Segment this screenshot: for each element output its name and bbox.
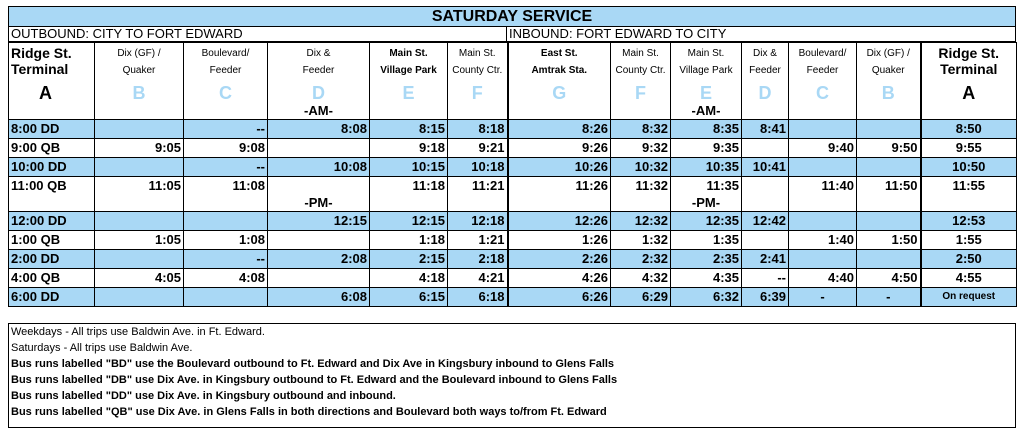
stop-time: 1:05 (95, 231, 184, 250)
header-line-1: East St. (540, 48, 578, 59)
stop-time: 11:21 (448, 177, 508, 196)
stop-time: 2:32 (611, 250, 671, 269)
empty-cell (370, 195, 448, 212)
stop-time: 10:50 (921, 158, 1017, 177)
trip-row (9, 177, 1017, 196)
stop-time (95, 120, 184, 139)
column-header (268, 43, 370, 84)
stop-time: 4:40 (789, 269, 857, 288)
column-header (671, 43, 742, 84)
header-line-2: Feeder (749, 65, 781, 76)
stop-time: 2:18 (448, 250, 508, 269)
stop-time (857, 212, 921, 231)
header-line-2: Village Park (380, 65, 437, 76)
stop-time (742, 231, 789, 250)
stop-time: 9:32 (611, 139, 671, 158)
period-label: -AM- (268, 103, 370, 120)
header-line-1: Boulevard/ (201, 48, 250, 59)
stop-time: 4:26 (508, 269, 611, 288)
header-line-2: Terminal (940, 61, 998, 77)
empty-cell (508, 103, 611, 120)
trip-row (9, 120, 1017, 139)
stop-time: 10:18 (448, 158, 508, 177)
stop-letter: D (742, 83, 789, 103)
stop-time: On request (921, 288, 1017, 307)
stop-time (95, 158, 184, 177)
stop-time: 9:26 (508, 139, 611, 158)
column-header (789, 43, 857, 84)
trip-row (9, 269, 1017, 288)
stop-time: 11:50 (857, 177, 921, 196)
stop-time: 11:08 (184, 177, 268, 196)
stop-time: 10:41 (742, 158, 789, 177)
empty-cell (184, 195, 268, 212)
stop-time: 11:32 (611, 177, 671, 196)
header-line-1: Main St. (687, 48, 725, 59)
trip-row (9, 212, 1017, 231)
header-line-2: Feeder (302, 65, 335, 76)
notes-box (8, 323, 1016, 428)
empty-cell (611, 103, 671, 120)
header-line-1: Main St. (458, 48, 496, 59)
empty-cell (611, 195, 671, 212)
stop-time: 2:41 (742, 250, 789, 269)
stop-time: 1:08 (184, 231, 268, 250)
stop-time: -- (184, 120, 268, 139)
empty-cell (742, 195, 789, 212)
stop-time (789, 120, 857, 139)
empty-cell (95, 195, 184, 212)
header-line-1: Boulevard/ (798, 48, 847, 59)
stop-time: -- (184, 250, 268, 269)
stop-time: 8:15 (370, 120, 448, 139)
period-label: -AM- (671, 103, 742, 120)
note-line: Saturdays - All trips use Baldwin Ave. (11, 342, 193, 354)
header-line-2: Feeder (806, 65, 839, 76)
header-line-2: Terminal (11, 61, 69, 77)
stop-time: - (857, 288, 921, 307)
note-line: Bus runs labelled "QB" use Dix Ave. in Glens Falls in both directions and Boulevard both ways to/from Ft. Edward (11, 406, 607, 418)
stop-letter-row (9, 83, 1017, 103)
stop-time: 10:26 (508, 158, 611, 177)
header-line-1: Main St. (622, 48, 659, 59)
inbound-label: INBOUND: FORT EDWARD TO CITY (509, 26, 727, 41)
stop-time: 10:15 (370, 158, 448, 177)
stop-time: 6:08 (268, 288, 370, 307)
stop-time: 4:50 (857, 269, 921, 288)
trip-start-time: 11:00 QB (9, 177, 95, 196)
stop-time (789, 250, 857, 269)
empty-cell (184, 103, 268, 120)
stop-letter: C (184, 83, 268, 103)
stop-time: 8:32 (611, 120, 671, 139)
header-line-1: Ridge St. (11, 45, 72, 61)
column-header (508, 43, 611, 84)
stop-letter: F (611, 83, 671, 103)
column-header (95, 43, 184, 84)
stop-time (268, 139, 370, 158)
header-line-2: Quaker (871, 65, 905, 76)
stop-time: 8:41 (742, 120, 789, 139)
trip-row (9, 250, 1017, 269)
stop-time: 1:55 (921, 231, 1017, 250)
stop-time: 11:26 (508, 177, 611, 196)
note-line: Bus runs labelled "BD" use the Boulevard outbound to Ft. Edward and Dix Ave in Kingsbury inbound to Glens Falls (11, 358, 615, 370)
empty-cell (857, 195, 921, 212)
stop-time: 6:29 (611, 288, 671, 307)
stop-time: 2:50 (921, 250, 1017, 269)
column-header (448, 43, 508, 84)
stop-time: 12:35 (671, 212, 742, 231)
header-line-2: Quaker (122, 65, 156, 76)
column-header (370, 43, 448, 84)
trip-start-time: 2:00 DD (9, 250, 95, 269)
header-line-2: Village Park (679, 65, 733, 76)
stop-time: -- (184, 158, 268, 177)
empty-cell (370, 103, 448, 120)
stop-time: 4:05 (95, 269, 184, 288)
stop-time: 8:35 (671, 120, 742, 139)
stop-time: 12:32 (611, 212, 671, 231)
empty-cell (448, 195, 508, 212)
empty-cell (95, 103, 184, 120)
stop-time (268, 231, 370, 250)
direction-divider (506, 27, 507, 41)
header-line-1: Dix & (753, 48, 777, 59)
header-line-2: Feeder (209, 65, 242, 76)
column-header (9, 43, 95, 84)
header-line-1: Dix (GF) / (117, 48, 161, 59)
stop-time: 12:15 (370, 212, 448, 231)
stop-time: 9:50 (857, 139, 921, 158)
header-line-1: Dix (GF) / (866, 48, 910, 59)
stop-time (789, 158, 857, 177)
stop-letter: E (370, 83, 448, 103)
column-header (184, 43, 268, 84)
empty-cell (789, 103, 857, 120)
stop-letter: G (508, 83, 611, 103)
stop-time (857, 250, 921, 269)
header-line-2: County Ctr. (615, 65, 666, 76)
stop-letter: F (448, 83, 508, 103)
stop-time: 4:18 (370, 269, 448, 288)
header-row (9, 43, 1017, 84)
stop-time: 6:18 (448, 288, 508, 307)
stop-letter: C (789, 83, 857, 103)
stop-time: 10:08 (268, 158, 370, 177)
stop-time: 1:50 (857, 231, 921, 250)
stop-time: 4:21 (448, 269, 508, 288)
direction-row (8, 27, 1016, 42)
stop-time: 6:26 (508, 288, 611, 307)
stop-time: 11:35 (671, 177, 742, 196)
stop-time: 12:15 (268, 212, 370, 231)
outbound-label: OUTBOUND: CITY TO FORT EDWARD (11, 26, 243, 41)
trip-row (9, 231, 1017, 250)
column-header (921, 43, 1017, 84)
note-line: Bus runs labelled "DB" use Dix Ave. in Kingsbury outbound to Ft. Edward and the Boulevard inbound to Glens Falls (11, 374, 618, 386)
stop-time: 2:35 (671, 250, 742, 269)
stop-time: 1:18 (370, 231, 448, 250)
empty-cell (508, 195, 611, 212)
stop-time (268, 269, 370, 288)
stop-time: 12:42 (742, 212, 789, 231)
stop-time: 11:40 (789, 177, 857, 196)
trip-row (9, 288, 1017, 307)
stop-time: 1:35 (671, 231, 742, 250)
stop-time (789, 212, 857, 231)
stop-time (95, 250, 184, 269)
stop-time: 2:26 (508, 250, 611, 269)
stop-time: 9:18 (370, 139, 448, 158)
header-line-2: County Ctr. (452, 65, 503, 76)
stop-time (857, 120, 921, 139)
stop-time: 8:26 (508, 120, 611, 139)
stop-time (95, 212, 184, 231)
stop-time: 4:32 (611, 269, 671, 288)
stop-time: -- (742, 269, 789, 288)
stop-time: 1:40 (789, 231, 857, 250)
schedule-title: SATURDAY SERVICE (8, 6, 1016, 27)
stop-time: 1:32 (611, 231, 671, 250)
stop-time: 8:18 (448, 120, 508, 139)
trip-start-time: 1:00 QB (9, 231, 95, 250)
note-line: Bus runs labelled "DD" use Dix Ave. in Kingsbury outbound and inbound. (11, 390, 396, 402)
trip-start-time: 9:00 QB (9, 139, 95, 158)
stop-letter: E (671, 83, 742, 103)
stop-time: 8:50 (921, 120, 1017, 139)
stop-time: 4:08 (184, 269, 268, 288)
stop-time: 1:26 (508, 231, 611, 250)
stop-time: 9:08 (184, 139, 268, 158)
stop-time: 12:53 (921, 212, 1017, 231)
trip-start-time: 10:00 DD (9, 158, 95, 177)
empty-cell (921, 103, 1017, 120)
trip-start-time: 6:00 DD (9, 288, 95, 307)
stop-time: 2:08 (268, 250, 370, 269)
column-header (742, 43, 789, 84)
period-label: -PM- (671, 195, 742, 212)
stop-letter: A (921, 83, 1017, 103)
schedule (8, 6, 1016, 307)
stop-time: 9:05 (95, 139, 184, 158)
trip-row (9, 158, 1017, 177)
trip-start-time: 12:00 DD (9, 212, 95, 231)
stop-time: 9:35 (671, 139, 742, 158)
stop-time: 9:55 (921, 139, 1017, 158)
stop-time: 10:35 (671, 158, 742, 177)
trip-row (9, 139, 1017, 158)
stop-time (742, 139, 789, 158)
stop-time: 9:40 (789, 139, 857, 158)
period-label: -PM- (268, 195, 370, 212)
stop-time: 10:32 (611, 158, 671, 177)
stop-time: 6:32 (671, 288, 742, 307)
stop-time (95, 288, 184, 307)
stop-time (857, 158, 921, 177)
empty-cell (742, 103, 789, 120)
trip-start-time: 8:00 DD (9, 120, 95, 139)
stop-time: 6:39 (742, 288, 789, 307)
empty-cell (789, 195, 857, 212)
empty-cell (921, 195, 1017, 212)
stop-letter: D (268, 83, 370, 103)
header-line-1: Ridge St. (938, 45, 1000, 61)
trip-start-time: 4:00 QB (9, 269, 95, 288)
stop-letter: B (95, 83, 184, 103)
stop-letter: B (857, 83, 921, 103)
stop-time: 4:35 (671, 269, 742, 288)
stop-time (742, 177, 789, 196)
stop-time (184, 288, 268, 307)
stop-time: 4:55 (921, 269, 1017, 288)
stop-time: 11:05 (95, 177, 184, 196)
period-label-row (9, 195, 1017, 212)
stop-time: 11:55 (921, 177, 1017, 196)
stop-letter: A (9, 83, 95, 103)
stop-time: 8:08 (268, 120, 370, 139)
empty-cell (9, 195, 95, 212)
header-line-1: Dix & (306, 48, 331, 59)
stop-time: 2:15 (370, 250, 448, 269)
stop-time (268, 177, 370, 196)
stop-time: - (789, 288, 857, 307)
stop-time: 6:15 (370, 288, 448, 307)
note-line: Weekdays - All trips use Baldwin Ave. in Ft. Edward. (11, 326, 265, 338)
schedule-table (8, 42, 1017, 307)
empty-cell (9, 103, 95, 120)
header-line-1: Main St. (389, 48, 428, 59)
column-header (611, 43, 671, 84)
empty-cell (448, 103, 508, 120)
stop-time: 1:21 (448, 231, 508, 250)
stop-time: 11:18 (370, 177, 448, 196)
column-header (857, 43, 921, 84)
period-label-row (9, 103, 1017, 120)
stop-time (184, 212, 268, 231)
stop-time: 12:26 (508, 212, 611, 231)
empty-cell (857, 103, 921, 120)
stop-time: 12:18 (448, 212, 508, 231)
stop-time: 9:21 (448, 139, 508, 158)
header-line-2: Amtrak Sta. (531, 65, 588, 76)
